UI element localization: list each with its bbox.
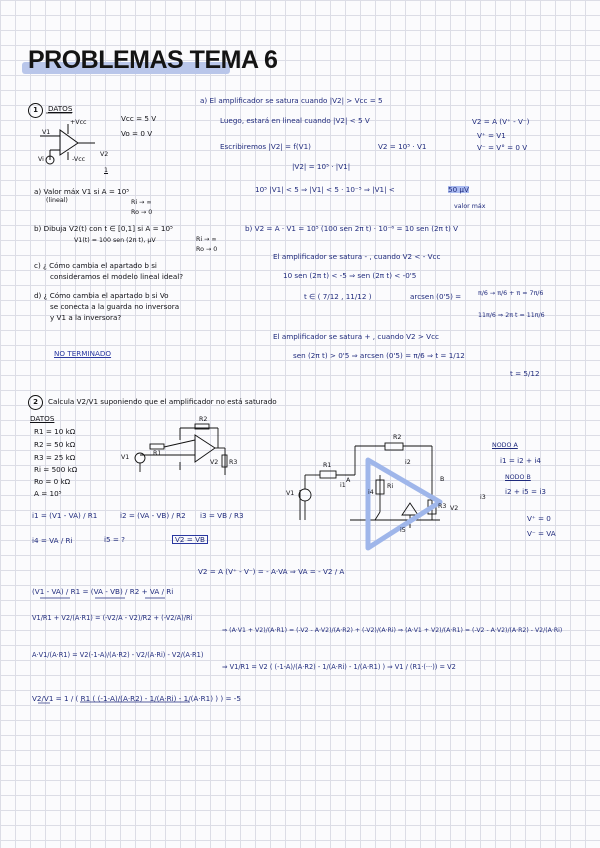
p1-sb-line1: b) V2 = A · V1 = 10⁵ (100 sen 2π t) · 10⁻⁶ = 10 sen (2π t) V bbox=[245, 224, 459, 233]
p1-sa-line8: |V2| = 10⁵ · |V1| bbox=[292, 162, 351, 171]
p1-sb-line6: π/6 → π/6 + π = 7π/6 bbox=[478, 290, 544, 297]
p1-sa-line3: V2 = A (V⁺ - V⁻) bbox=[472, 117, 530, 126]
p2-big-v2: V2 bbox=[450, 505, 459, 512]
p2-big-r1: R1 bbox=[323, 462, 332, 469]
p1-qb-line1: b) Dibuja V2(t) con t ∈ [0,1] si A = 10⁵ bbox=[34, 224, 173, 233]
p1-qa-line2: (lineal) bbox=[46, 197, 68, 204]
p1-sa-line6: Escribiremos |V2| = f(V1) bbox=[220, 142, 311, 151]
p2-i4: i4 = VA / Ri bbox=[32, 536, 73, 545]
p1-qd-line1: d) ¿ Cómo cambia el apartado b si Vo bbox=[34, 291, 169, 300]
p2-big-node-a: A bbox=[346, 477, 351, 484]
p1-qb-line2: V1(t) = 100 sen (2π t), μV bbox=[74, 237, 156, 244]
p2-small-v2: V2 bbox=[210, 459, 219, 466]
p2-eq-v2: V2 = A (V⁺ - V⁻) = - A·VA ⇒ VA = - V2 / A bbox=[198, 567, 345, 576]
p2-i5: i5 = ? bbox=[104, 535, 125, 544]
p2-big-i4: i4 bbox=[368, 489, 374, 496]
p2-i3: i3 = VB / R3 bbox=[200, 511, 244, 520]
p2-big-v1: V1 bbox=[286, 490, 295, 497]
p2-v2-equals-vb: V2 = VB bbox=[172, 535, 208, 544]
p1-sa-line4: V⁺ = V1 bbox=[477, 131, 506, 140]
problem-2-number: 2 bbox=[28, 395, 43, 410]
p2-final-result: V2/V1 = 1 / ( R1 ( (-1-A)/(A·R2) - 1/(A·Ri) - 1/(A·R1) ) ) = -5 bbox=[32, 694, 241, 703]
p1-qa-line1: a) Valor máx V1 si A = 10⁵ bbox=[34, 187, 130, 196]
p1-plus-vcc-label: +Vcc bbox=[70, 119, 87, 126]
p1-sa-line5: V⁻ = V° = 0 V bbox=[477, 143, 528, 152]
p2-big-ri: Ri bbox=[387, 483, 394, 490]
p2-data-a: A = 10⁵ bbox=[34, 489, 62, 498]
p2-heading: Calcula V2/V1 suponiendo que el amplificador no está saturado bbox=[48, 397, 277, 406]
p2-small-v1: V1 bbox=[121, 454, 130, 461]
p1-minus-vcc-label: -Vcc bbox=[72, 156, 86, 163]
p1-vi-label: Vi bbox=[38, 156, 44, 163]
p1-qd-line3: y V1 a la inversora? bbox=[50, 313, 122, 322]
p2-big-r3: R3 bbox=[438, 503, 447, 510]
p2-small-r1: R1 bbox=[153, 450, 162, 457]
p2-data-r1: R1 = 10 kΩ bbox=[34, 427, 76, 436]
p1-mark: 1 bbox=[104, 167, 109, 174]
p1-qa-line3: Ri → ∞ bbox=[131, 199, 152, 206]
p2-i2: i2 = (VA - VB) / R2 bbox=[120, 511, 186, 520]
p1-datos-label: DATOS bbox=[48, 104, 73, 113]
p1-sb-line3: 10 sen (2π t) < -5 ⇒ sen (2π t) < -0'5 bbox=[283, 271, 417, 280]
p1-qc-line2: consideramos el modelo lineal ideal? bbox=[50, 272, 184, 281]
p2-data-r3: R3 = 25 kΩ bbox=[34, 453, 76, 462]
problem-1-number: 1 bbox=[28, 103, 43, 118]
p2-big-i3: i3 bbox=[480, 494, 486, 501]
p2-small-r3: R3 bbox=[229, 459, 238, 466]
p1-sb-line2: El amplificador se satura - , cuando V2 < - Vcc bbox=[273, 252, 441, 261]
p2-eq2a: V1/R1 + V2/(A·R1) = (-V2/A - V2)/R2 + (-V2/A)/Ri bbox=[32, 614, 193, 622]
p2-node-a-eq: i1 = i2 + i4 bbox=[500, 456, 541, 465]
p2-node-b-label: NODO B bbox=[505, 474, 531, 481]
p2-data-ri: Ri = 500 kΩ bbox=[34, 465, 78, 474]
p2-datos-label: DATOS bbox=[30, 414, 55, 423]
p2-small-circuit bbox=[135, 424, 227, 475]
p1-qb-line4: Ro → 0 bbox=[196, 246, 218, 253]
p2-vminus: V⁻ = VA bbox=[527, 529, 556, 538]
p2-node-a-label: NODO A bbox=[492, 442, 518, 449]
p1-max-value: 50 μV bbox=[448, 185, 469, 194]
p2-big-i2: i2 bbox=[405, 459, 411, 466]
p1-qd-line2: se conecta a la guarda no inversora bbox=[50, 302, 180, 311]
p1-qc-line1: c) ¿ Cómo cambia el apartado b si bbox=[34, 261, 157, 270]
p1-sb-line7: 11π/6 ⇒ 2π t = 11π/6 bbox=[478, 312, 545, 319]
p1-qa-line4: Ro → 0 bbox=[131, 209, 153, 216]
p1-qb-line3: Ri → ∞ bbox=[196, 236, 217, 243]
p1-vcc: Vcc = 5 V bbox=[121, 114, 157, 123]
p1-v2-label: V2 bbox=[100, 151, 109, 158]
p2-node-b-eq: i2 + i5 = i3 bbox=[505, 487, 546, 496]
opamp-highlight-triangle bbox=[368, 460, 440, 548]
p1-sa-line7: V2 = 10⁵ · V1 bbox=[378, 142, 427, 151]
p1-max-value-note: valor máx bbox=[454, 203, 486, 210]
p2-data-ro: Ro = 0 kΩ bbox=[34, 477, 71, 486]
p1-vo: Vo = 0 V bbox=[121, 129, 153, 138]
p2-big-node-b: B bbox=[440, 476, 445, 483]
p2-big-i1: i1 bbox=[340, 482, 346, 489]
p1-sb-line8: El amplificador se satura + , cuando V2 > Vcc bbox=[273, 332, 439, 341]
p2-eq3a: A·V1/(A·R1) = V2(-1-A)/(A·R2) - V2/(A·Ri) - V2/(A·R1) bbox=[32, 651, 204, 659]
page-title: PROBLEMAS TEMA 6 bbox=[28, 46, 278, 74]
p2-vplus: V⁺ = 0 bbox=[527, 514, 551, 523]
p1-sa-line9: 10⁵ |V1| < 5 ⇒ |V1| < 5 · 10⁻⁵ ⇒ |V1| < bbox=[255, 185, 395, 194]
p2-eq3b: ⇒ V1/R1 = V2 ( (-1-A)/(A·R2) - 1/(A·Ri) - 1/(A·R1) ) ⇒ V1 / (R1·(···)) = V2 bbox=[222, 663, 456, 671]
p1-sb-line5: arcsen (0'5) = bbox=[410, 292, 462, 301]
p2-eq1: (V1 - VA) / R1 = (VA - VB) / R2 + VA / Ri bbox=[32, 587, 174, 596]
p1-sb-line4: t ∈ ( 7/12 , 11/12 ) bbox=[304, 292, 372, 301]
p2-big-i5: i5 bbox=[400, 527, 406, 534]
p1-sb-line10: t = 5/12 bbox=[510, 369, 540, 378]
p1-v1-label: V1 bbox=[42, 129, 51, 136]
p2-i1: i1 = (V1 - VA) / R1 bbox=[32, 511, 98, 520]
p2-eq2b: ⇒ (A·V1 + V2)/(A·R1) = (-V2 - A·V2)/(A·R2) + (-V2)/(A·Ri) ⇒ (A·V1 + V2)/(A·R1) = (-V2 - A·V2)/(A·R2) - V2/(A·Ri) bbox=[222, 627, 563, 634]
p2-data-r2: R2 = 50 kΩ bbox=[34, 440, 76, 449]
p2-small-r2: R2 bbox=[199, 416, 208, 423]
p1-sa-line1: a) El amplificador se satura cuando |V2| > Vcc = 5 bbox=[200, 96, 383, 105]
p1-sa-line2: Luego, estará en lineal cuando |V2| < 5 V bbox=[220, 116, 370, 125]
p2-big-r2: R2 bbox=[393, 434, 402, 441]
p1-not-done: NO TERMINADO bbox=[54, 349, 112, 358]
p1-sb-line9: sen (2π t) > 0'5 ⇒ arcsen (0'5) = π/6 ⇒ t = 1/12 bbox=[293, 351, 465, 360]
